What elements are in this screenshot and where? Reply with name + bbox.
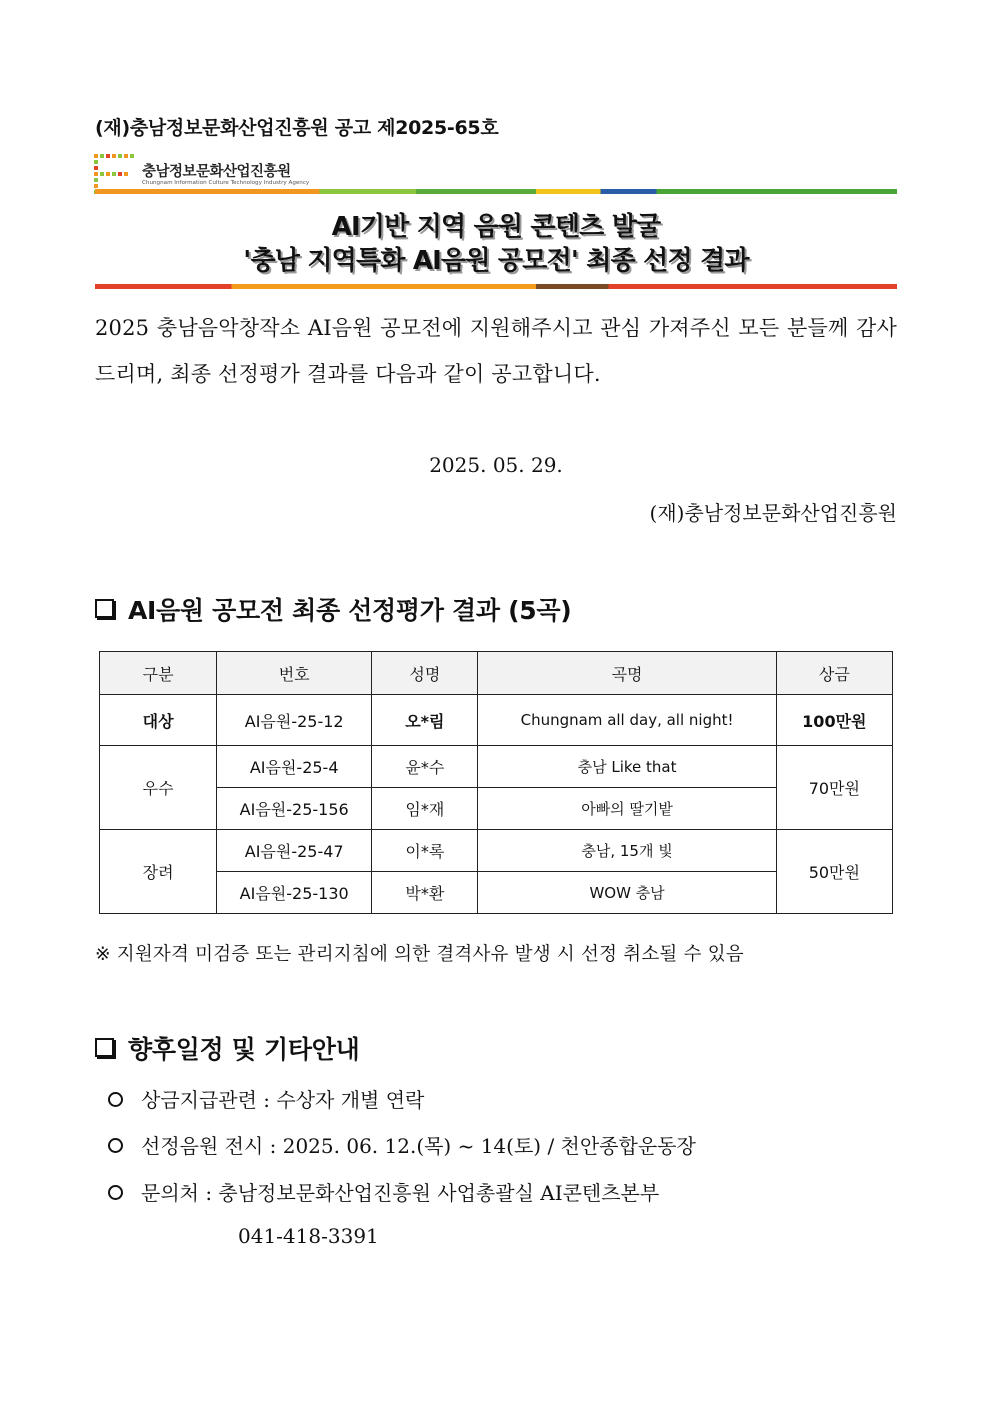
info-text: 문의처 : 충남정보문화산업진흥원 사업총괄실 AI콘텐츠본부 [141, 1181, 660, 1205]
cell-number: AI음원-25-130 [217, 872, 372, 914]
cell-song: 충남, 15개 빛 [478, 830, 776, 872]
info-item [108, 1177, 659, 1206]
results-table [99, 651, 893, 914]
header-number: 번호 [217, 652, 372, 695]
cell-prize: 100만원 [776, 695, 892, 746]
logo-dot [94, 184, 98, 188]
circle-bullet-icon [108, 1185, 123, 1200]
table-row [100, 830, 893, 872]
cell-category: 우수 [100, 746, 217, 830]
logo-dot [100, 172, 104, 176]
cell-name: 임*재 [372, 788, 478, 830]
headline-line2: '충남 지역특화 AI음원 공모전' 최종 선정 결과 [243, 246, 749, 276]
checkbox-square-icon [95, 599, 114, 618]
cell-category: 대상 [100, 695, 217, 746]
logo-dot [124, 154, 128, 158]
logo-dot [106, 172, 110, 176]
logo-dot [94, 160, 98, 164]
logo-dot [118, 172, 122, 176]
logo-dot [100, 154, 104, 158]
issuer-organization: (재)충남정보문화산업진흥원 [649, 501, 897, 525]
cell-song: 아빠의 딸기밭 [478, 788, 776, 830]
cell-song: 충남 Like that [478, 746, 776, 788]
header-category: 구분 [100, 652, 217, 695]
title-divider-bottom [95, 284, 897, 289]
cell-name: 윤*수 [372, 746, 478, 788]
section-title: 향후일정 및 기타안내 [128, 1035, 360, 1064]
circle-bullet-icon [108, 1092, 123, 1107]
cell-song: WOW 충남 [478, 872, 776, 914]
cell-category: 장려 [100, 830, 217, 914]
cell-name: 오*림 [372, 695, 478, 746]
cell-name: 박*환 [372, 872, 478, 914]
info-item [108, 1084, 424, 1113]
notice-date: 2025. 05. 29. [429, 453, 563, 477]
table-row [100, 872, 893, 914]
disclaimer-note: ※ 지원자격 미검증 또는 관리지침에 의한 결격사유 발생 시 선정 취소될 수 있음 [95, 944, 744, 965]
headline-line1: AI기반 지역 음원 콘텐츠 발굴 [331, 212, 661, 242]
cell-name: 이*록 [372, 830, 478, 872]
logo-dot [112, 154, 116, 158]
header-prize: 상금 [776, 652, 892, 695]
info-text: 상금지급관련 : 수상자 개별 연락 [141, 1088, 425, 1112]
info-text: 선정음원 전시 : 2025. 06. 12.(목) ~ 14(토) / 천안종합운동장 [141, 1134, 696, 1158]
table-header-row [100, 652, 893, 695]
info-item [108, 1130, 696, 1159]
header-song: 곡명 [478, 652, 776, 695]
circle-bullet-icon [108, 1138, 123, 1153]
logo-dot [130, 154, 134, 158]
cell-number: AI음원-25-156 [217, 788, 372, 830]
header-name: 성명 [372, 652, 478, 695]
cell-number: AI음원-25-4 [217, 746, 372, 788]
logo-dot [112, 172, 116, 176]
table-row [100, 788, 893, 830]
logo-dot [106, 154, 110, 158]
contact-phone: 041-418-3391 [238, 1224, 379, 1248]
cell-prize: 70만원 [776, 746, 892, 830]
logo-dot [124, 172, 128, 176]
logo-subtitle: Chungnam Information Culture Technology Industry Agency [142, 180, 310, 186]
logo-name: 충남정보문화산업진흥원 [142, 164, 291, 180]
cell-number: AI음원-25-12 [217, 695, 372, 746]
cell-prize: 50만원 [776, 830, 892, 914]
logo-dot [94, 154, 98, 158]
section-title: AI음원 공모전 최종 선정평가 결과 (5곡) [128, 596, 572, 625]
table-row [100, 746, 893, 788]
logo-dot [94, 172, 98, 176]
title-divider-top [95, 189, 897, 194]
section-heading-results [95, 591, 571, 627]
checkbox-square-icon [95, 1038, 114, 1057]
intro-paragraph: 2025 충남음악창작소 AI음원 공모전에 지원해주시고 관심 가져주신 모든 분들께 감사드리며, 최종 선정평가 결과를 다음과 같이 공고합니다. [95, 316, 897, 386]
notice-number: (재)충남정보문화산업진흥원 공고 제2025-65호 [95, 117, 499, 139]
cell-song: Chungnam all day, all night! [478, 695, 776, 746]
table-row [100, 695, 893, 746]
logo-dot [94, 166, 98, 170]
section-heading-schedule [95, 1030, 359, 1066]
logo-dot [94, 178, 98, 182]
logo-dot [118, 154, 122, 158]
cell-number: AI음원-25-47 [217, 830, 372, 872]
